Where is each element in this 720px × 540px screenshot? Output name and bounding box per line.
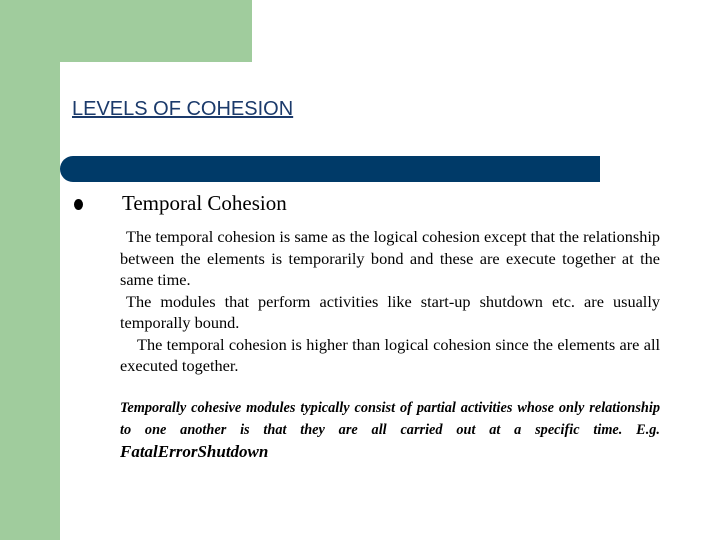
body-text (120, 226, 660, 377)
emphasis-example: FatalErrorShutdown (120, 442, 269, 461)
left-accent-band (0, 0, 60, 540)
slide-title: LEVELS OF COHESION (72, 98, 294, 120)
paragraph-2: The modules that perform activities like start-up shutdown etc. are usually temporally bound. (120, 291, 660, 332)
top-accent-band (0, 0, 252, 62)
title-divider-bar (60, 156, 600, 182)
paragraph-1: The temporal cohesion is same as the logical cohesion except that the relationship between the elements is temporarily bond and these are execute together at the same time. (120, 227, 660, 289)
emphasis-note (120, 398, 660, 465)
bullet-dot-icon (74, 199, 83, 210)
section-heading: Temporal Cohesion (122, 191, 287, 215)
emphasis-text: Temporally cohesive modules typically consist of partial activities whose only relationship to one another is that they are all carried out at a specific time. E.g. (120, 400, 660, 438)
paragraph-3: The temporal cohesion is higher than logical cohesion since the elements are all executed together. (120, 334, 660, 375)
